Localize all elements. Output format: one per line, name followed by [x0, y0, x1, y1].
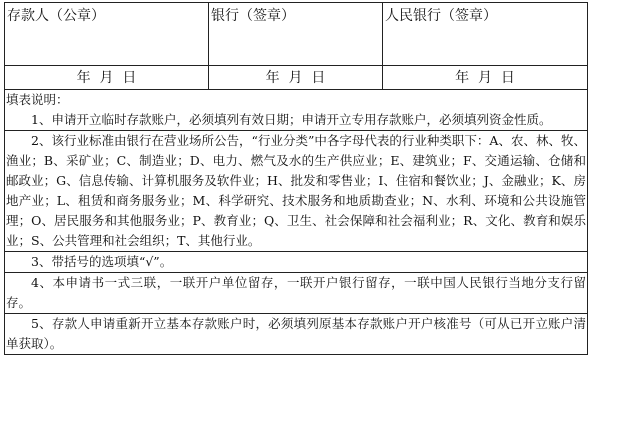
note-item-4: 4、本申请书一式三联，一联开户单位留存，一联开户银行留存，一联中国人民银行当地分支行留存。: [6, 275, 586, 310]
note-item-2: 2、该行业标准由银行在营业场所公告，“行业分类”中各字母代表的行业种类职下：A、农、林、牧、渔业；B、采矿业；C、制造业；D、电力、燃气及水的生产供应业；E、建筑业；F、交通运输、仓储和邮政业；G、信息传输、计算机服务及软件业；H、批发和零售业；I、住宿和餐饮业；J、金融业；K、房地产业；L、租赁和商务服务业；M、科学研究、技术服务和地质勘查业；N、水利、环境和公共设施管理；O、居民服务和其他服务业；P、教育业；Q、卫生、社会保障和社会福利业；R、文化、教育和娱乐业；S、公共管理和社会组织；T、其他行业。: [6, 133, 586, 248]
pboc-seal-cell: [383, 3, 587, 65]
depositor-date: 年 月 日: [5, 66, 209, 89]
notes-title: 填表说明：: [6, 92, 69, 107]
notes-block-2: [4, 131, 588, 252]
bank-date: 年 月 日: [209, 66, 383, 89]
form-sheet: [4, 2, 588, 355]
bank-seal-cell: [209, 3, 383, 65]
depositor-seal-cell: [5, 3, 209, 65]
notes-block-5: [4, 314, 588, 355]
pboc-date: 年 月 日: [455, 70, 515, 86]
note-item-5: 5、存款人申请重新开立基本存款账户时，必须填列原基本存款账户开户核准号（可从已开立账户清单获取）。: [6, 316, 586, 351]
notes-block-3: [4, 252, 588, 273]
signature-row: [4, 2, 588, 66]
note-item-1: 1、申请开立临时存款账户，必须填列有效日期；申请开立专用存款账户，必须填列资金性质。: [31, 112, 552, 127]
notes-block-1: [4, 90, 588, 131]
depositor-seal-label: 存款人（公章）: [7, 8, 105, 24]
date-row: [4, 66, 588, 90]
notes-block-4: [4, 273, 588, 314]
pboc-seal-label: 人民银行（签章）: [385, 8, 497, 24]
note-item-3: 3、带括号的选项填“√”。: [31, 254, 173, 269]
bank-seal-label: 银行（签章）: [211, 8, 295, 24]
